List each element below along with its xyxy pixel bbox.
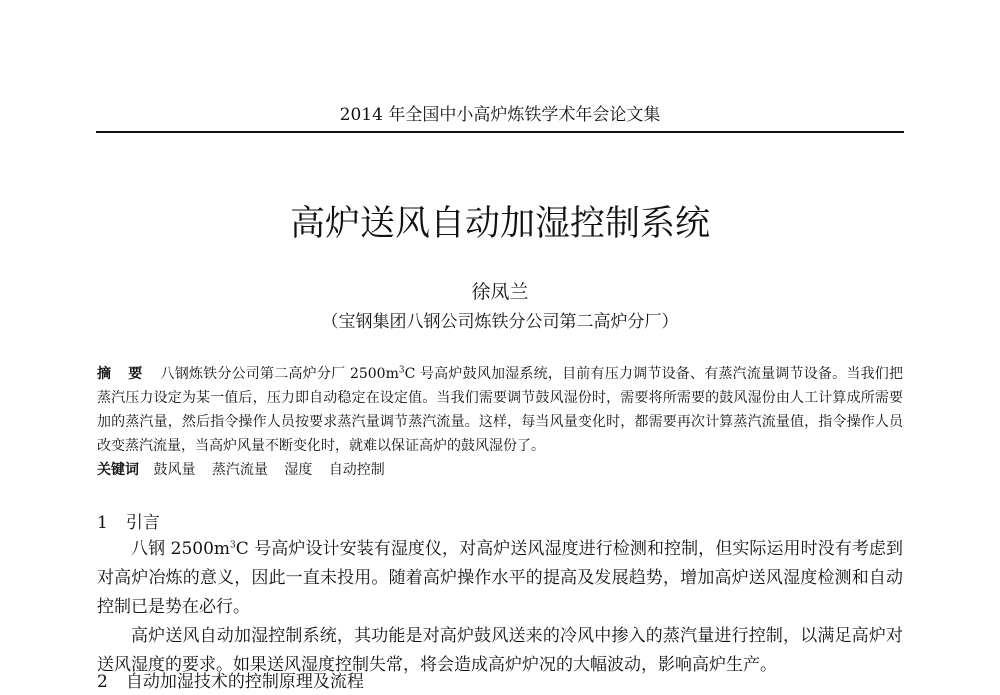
abstract-superscript: 3	[398, 365, 405, 376]
paragraph-1-text-start: 八钢 2500m	[131, 539, 231, 559]
section-1-paragraph-1	[97, 535, 903, 622]
section-2-title: 自动加湿技术的控制原理及流程	[125, 672, 364, 692]
running-header: 2014 年全国中小高炉炼铁学术年会论文集	[339, 105, 661, 125]
section-2-heading	[97, 669, 364, 695]
section-2-number: 2	[97, 672, 108, 692]
section-1-title: 引言	[125, 513, 160, 533]
section-1-number: 1	[97, 513, 108, 533]
keyword-item: 湿度	[284, 462, 313, 478]
header-rule	[96, 131, 904, 133]
abstract-label: 摘 要	[97, 366, 149, 382]
keywords-label: 关键词	[97, 462, 139, 478]
author-name: 徐凤兰	[471, 281, 529, 303]
paper-title: 高炉送风自动加湿控制系统	[289, 204, 710, 244]
author-affiliation: （宝钢集团八钢公司炼铁分公司第二高炉分厂）	[321, 312, 679, 332]
abstract	[97, 362, 903, 458]
abstract-text-rest: C 号高炉鼓风加湿系统，目前有压力调节设备、有蒸汽流量调节设备。当我们把蒸汽压力设定为某一值后，压力即自动稳定在设定值。当我们需要调节鼓风湿份时，需要将所需要的鼓风湿份由人工计算成所需要加的蒸汽量，然后指令操作人员按要求蒸汽量调节蒸汽流量。这样，每当风量变化时，都需要再次计算蒸汽流量值，指令操作人员改变蒸汽流量，当高炉风量不断变化时，就难以保证高炉的鼓风湿份了。	[97, 366, 903, 454]
section-1-paragraph-2: 高炉送风自动加湿控制系统，其功能是对高炉鼓风送来的冷风中掺入的蒸汽量进行控制，以满足高炉对送风湿度的要求。如果送风湿度控制失常，将会造成高炉炉况的大幅波动，影响高炉生产。	[97, 626, 903, 675]
section-1-heading	[97, 510, 160, 536]
keywords	[97, 458, 903, 482]
section-1-body	[97, 535, 903, 680]
keyword-item: 鼓风量	[153, 462, 196, 478]
keyword-item: 蒸汽流量	[211, 462, 268, 478]
abstract-text-start: 八钢炼铁分公司第二高炉分厂 2500m	[160, 366, 399, 382]
paragraph-1-text-rest: C 号高炉设计安装有湿度仪，对高炉送风湿度进行检测和控制，但实际运用时没有考虑到对高炉冶炼的意义，因此一直未投用。随着高炉操作水平的提高及发展趋势，增加高炉送风湿度检测和自动控制已是势在必行。	[97, 539, 903, 617]
keyword-item: 自动控制	[328, 462, 385, 478]
paragraph-1-superscript: 3	[230, 540, 236, 551]
